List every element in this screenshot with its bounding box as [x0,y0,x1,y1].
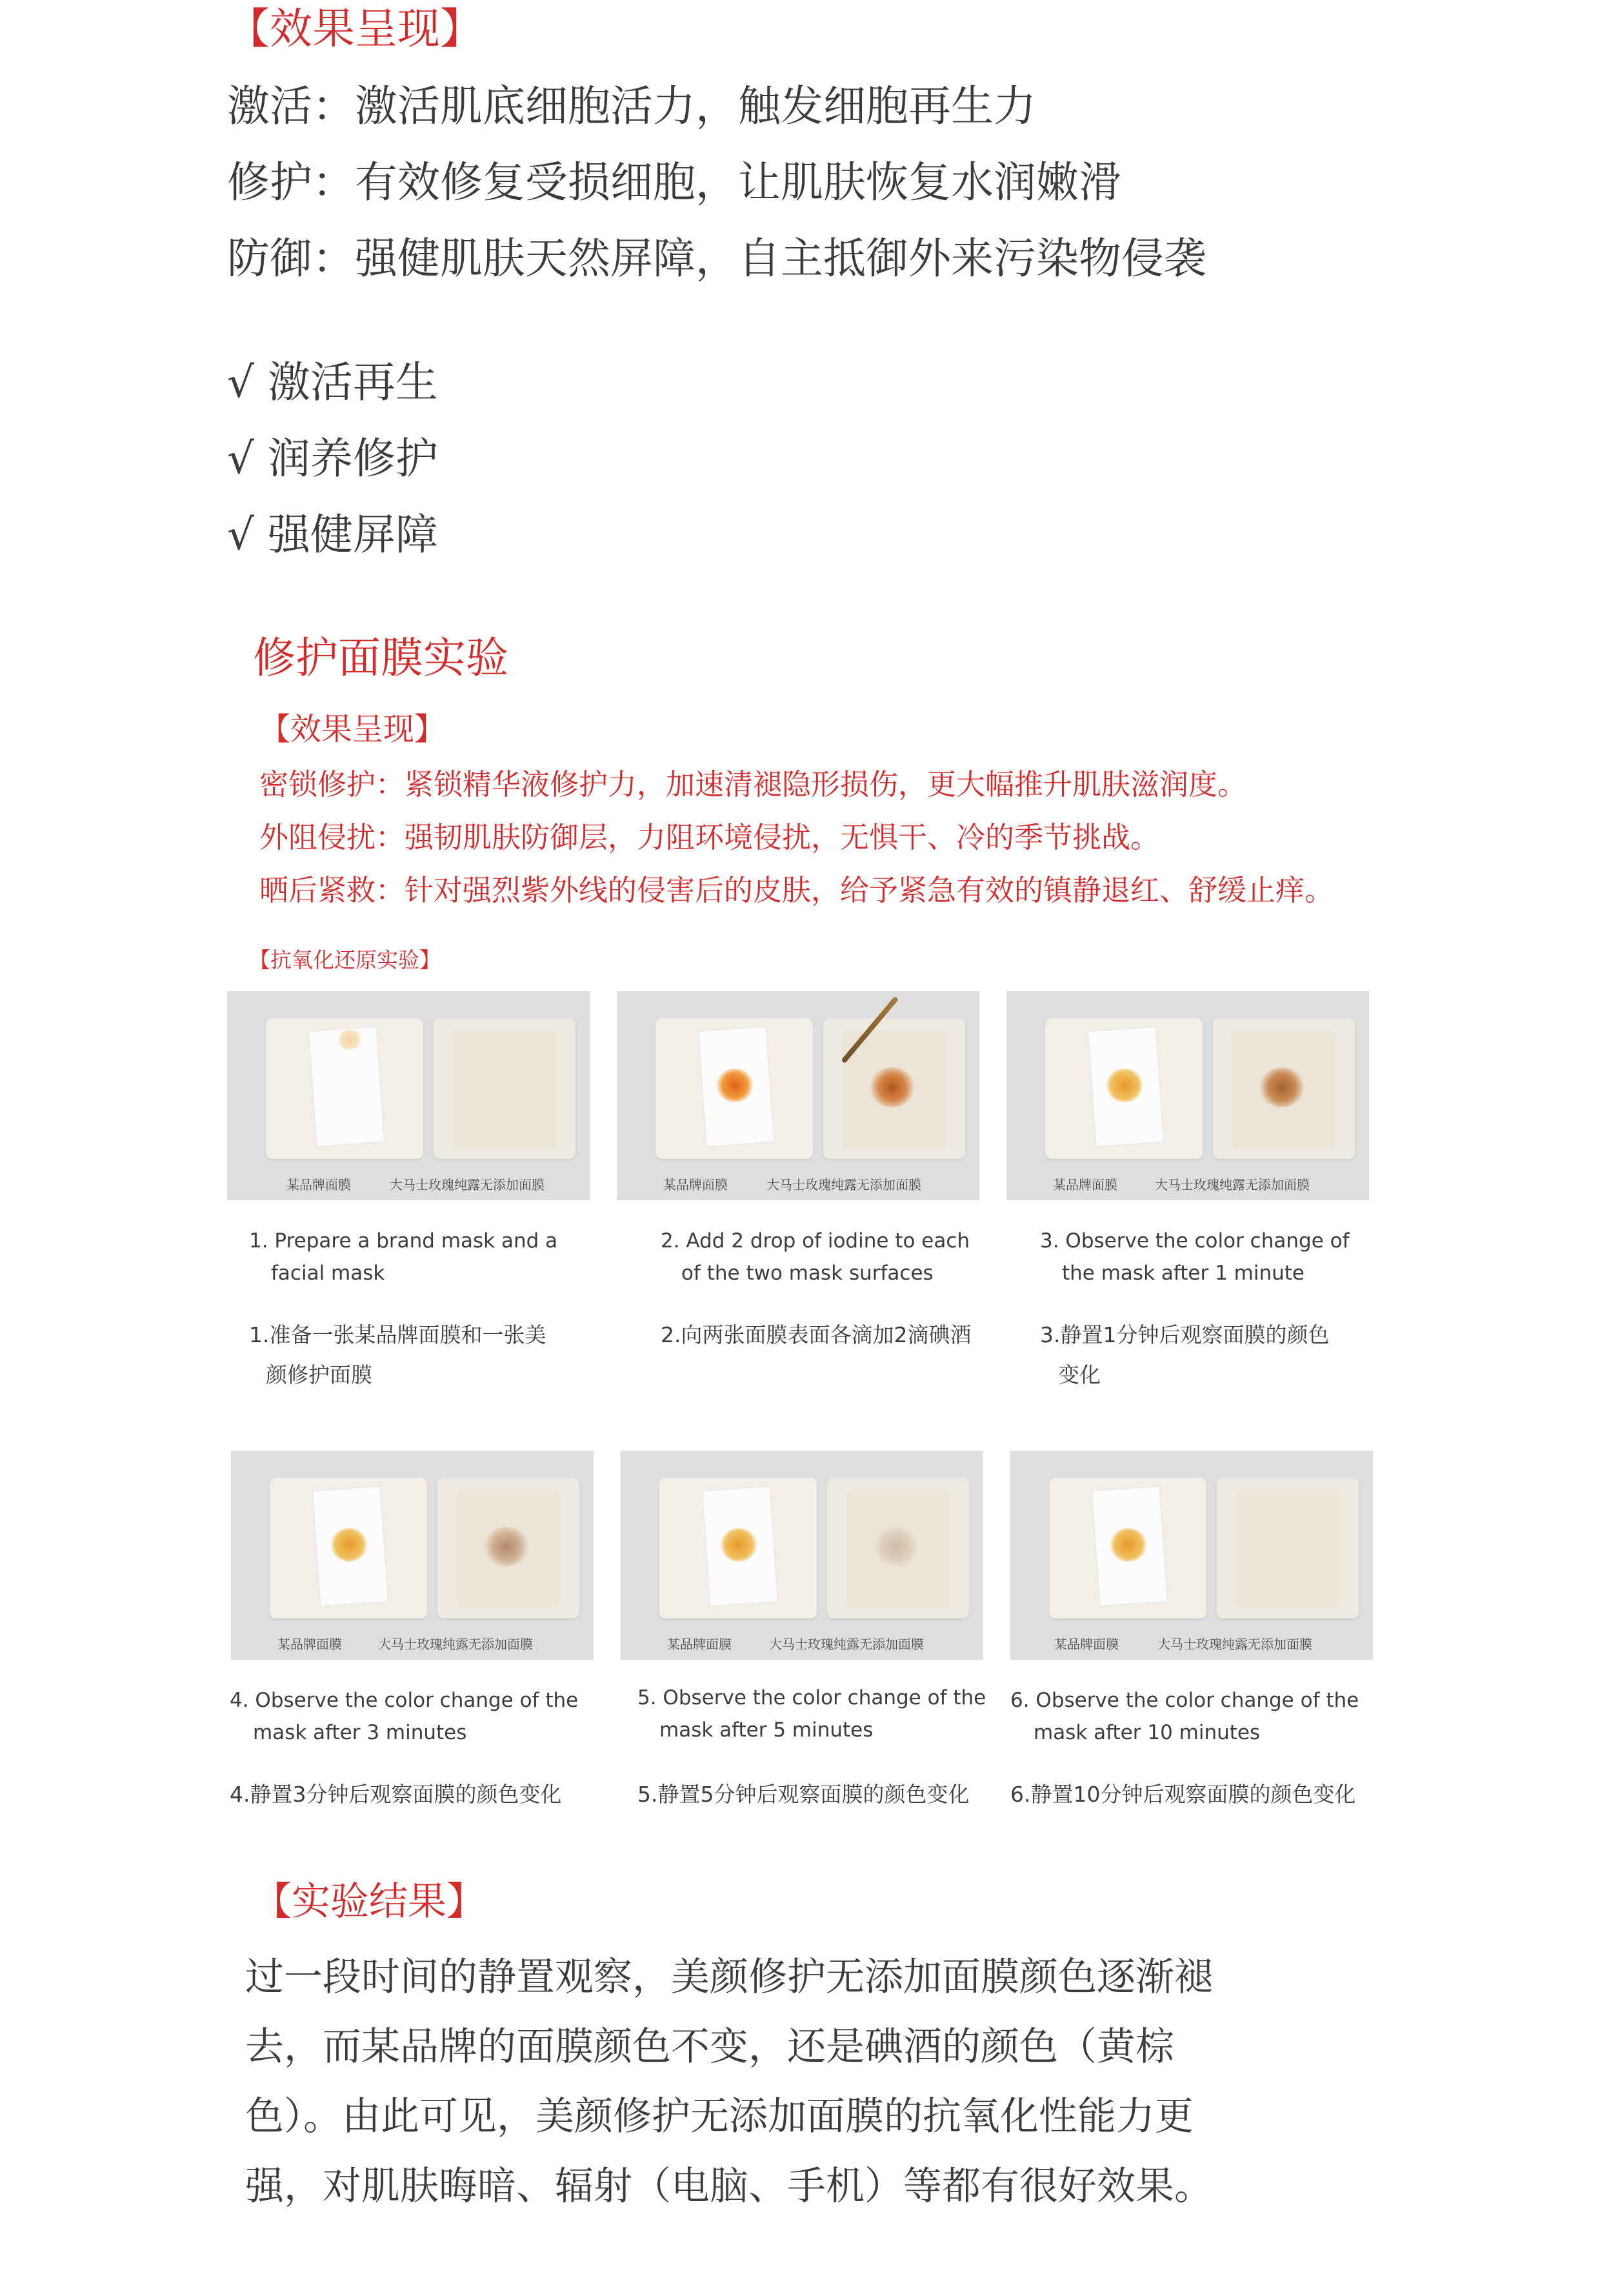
mask-experiment-title: 修护面膜实验 [253,633,508,683]
experiment-photo-step-4 [231,1451,594,1660]
result-line-2: 去，而某品牌的面膜颜色不变，还是碘酒的颜色（黄棕 [245,2024,1174,2069]
caption-rose-mask: 大马士玫瑰纯露无添加面膜 [378,1636,533,1652]
caption-rose-mask: 大马士玫瑰纯露无添加面膜 [1157,1636,1312,1652]
step-5-en-line-1: 5. Observe the color change of the [637,1686,986,1709]
step-4-en-line-1: 4. Observe the color change of the [230,1689,579,1712]
result-line-3: 色）。由此可见，美颜修护无添加面膜的抗氧化性能力更 [245,2094,1194,2139]
step-2-en-line-1: 2. Add 2 drop of iodine to each [661,1229,970,1253]
check-item-regenerate: √ 激活再生 [227,357,439,407]
step-2-en-line-2: of the two mask surfaces [681,1262,934,1285]
result-line-4: 强，对肌肤晦暗、辐射（电脑、手机）等都有很好效果。 [245,2164,1213,2209]
caption-rose-mask: 大马士玫瑰纯露无添加面膜 [769,1636,924,1652]
effect-line-activate: 激活：激活肌底细胞活力，触发细胞再生力 [227,81,1036,131]
step-2-cn-line-1: 2.向两张面膜表面各滴加2滴碘酒 [661,1322,972,1347]
check-item-nourish: √ 润养修护 [227,434,439,483]
step-1-cn-line-1: 1.准备一张某品牌面膜和一张美 [249,1322,546,1347]
effect-line-defend: 防御：强健肌肤天然屏障，自主抵御外来污染物侵袭 [227,234,1206,283]
effect-line-repair: 修护：有效修复受损细胞，让肌肤恢复水润嫩滑 [227,157,1121,207]
caption-rose-mask: 大马士玫瑰纯露无添加面膜 [390,1177,545,1193]
mask-effect-line-aftersun: 晒后紧救：针对强烈紫外线的侵害后的皮肤，给予紧急有效的镇静退红、舒缓止痒。 [259,873,1334,907]
caption-brand-mask: 某品牌面膜 [667,1636,732,1652]
step-1-en-line-1: 1. Prepare a brand mask and a [249,1229,558,1253]
step-3-en-line-1: 3. Observe the color change of [1040,1229,1350,1253]
check-item-barrier: √ 强健屏障 [227,510,439,559]
experiment-photo-step-5 [621,1451,983,1660]
effect-heading: 【效果呈现】 [227,4,483,54]
result-heading: 【实验结果】 [253,1879,485,1924]
experiment-photo-step-2 [617,991,979,1200]
step-6-en-line-2: mask after 10 minutes [1034,1721,1261,1744]
mask-effect-line-lock: 密锁修护：紧锁精华液修护力，加速清褪隐形损伤，更大幅推升肌肤滋润度。 [259,767,1247,801]
mask-effect-heading: 【效果呈现】 [259,711,446,747]
experiment-photo-step-3 [1006,991,1369,1200]
step-6-en-line-1: 6. Observe the color change of the [1010,1689,1359,1712]
antioxidant-experiment-label: 【抗氧化还原实验】 [249,947,441,972]
experiment-photo-step-1 [227,991,590,1200]
mask-effect-line-shield: 外阻侵扰：强韧肌肤防御层，力阻环境侵扰，无惧干、冷的季节挑战。 [259,820,1160,854]
step-1-cn-line-2: 颜修护面膜 [266,1362,372,1387]
caption-brand-mask: 某品牌面膜 [1053,1177,1117,1193]
caption-rose-mask: 大马士玫瑰纯露无添加面膜 [1155,1177,1310,1193]
caption-rose-mask: 大马士玫瑰纯露无添加面膜 [766,1177,921,1193]
step-6-cn-line-1: 6.静置10分钟后观察面膜的颜色变化 [1010,1782,1356,1807]
caption-brand-mask: 某品牌面膜 [277,1636,342,1652]
caption-brand-mask: 某品牌面膜 [663,1177,728,1193]
step-3-cn-line-2: 变化 [1058,1362,1101,1387]
step-3-cn-line-1: 3.静置1分钟后观察面膜的颜色 [1040,1322,1330,1347]
step-5-cn-line-1: 5.静置5分钟后观察面膜的颜色变化 [637,1782,970,1807]
caption-brand-mask: 某品牌面膜 [1054,1636,1119,1652]
step-3-en-line-2: the mask after 1 minute [1062,1262,1305,1285]
step-1-en-line-2: facial mask [271,1262,385,1285]
result-line-1: 过一段时间的静置观察，美颜修护无添加面膜颜色逐渐褪 [245,1955,1213,2000]
step-4-en-line-2: mask after 3 minutes [253,1721,467,1744]
experiment-photo-step-6 [1010,1451,1373,1660]
step-4-cn-line-1: 4.静置3分钟后观察面膜的颜色变化 [230,1782,562,1807]
step-5-en-line-2: mask after 5 minutes [659,1718,874,1742]
caption-brand-mask: 某品牌面膜 [286,1177,351,1193]
